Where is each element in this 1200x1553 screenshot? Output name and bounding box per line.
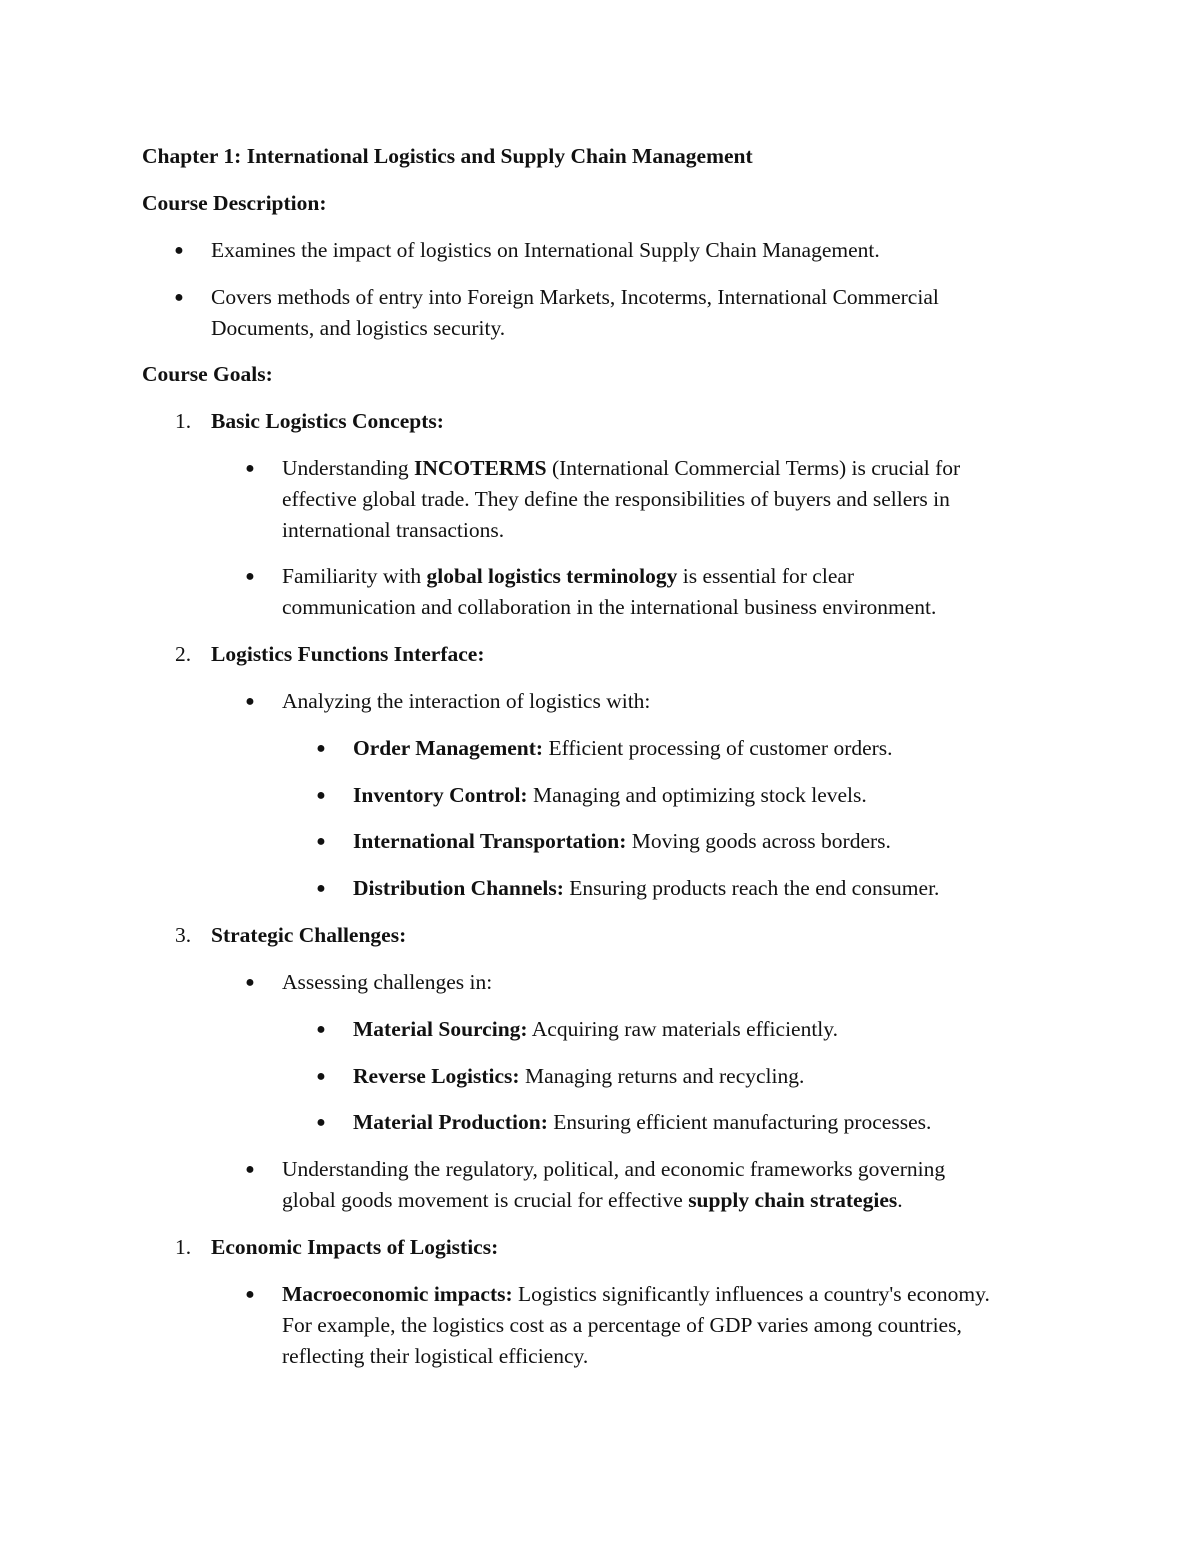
goal-1-bullet-2-line-2: communication and collaboration in the international business environment.	[282, 595, 937, 619]
description-bullet-2-line-1: Covers methods of entry into Foreign Markets, Incoterms, International Commercial	[211, 285, 939, 309]
bullet-icon: ●	[245, 460, 255, 477]
goal-2-item-2: Inventory Control: Managing and optimizing stock levels.	[353, 783, 867, 807]
goal-2-intro: Analyzing the interaction of logistics with:	[282, 689, 651, 713]
goal-3-bullet-2-line-2: global goods movement is crucial for effective supply chain strategies.	[282, 1188, 903, 1212]
bullet-icon: ●	[245, 1286, 255, 1303]
description-bullet-2-line-2: Documents, and logistics security.	[211, 316, 506, 340]
bullet-icon: ●	[316, 1021, 326, 1038]
goal-1-title: Basic Logistics Concepts:	[211, 409, 444, 433]
goal-2-title: Logistics Functions Interface:	[211, 642, 485, 666]
goal-1-bullet-2-line-1: Familiarity with global logistics terminology is essential for clear	[282, 564, 855, 588]
bullet-icon: ●	[316, 833, 326, 850]
bullet-icon: ●	[245, 693, 255, 710]
goal-2-item-1: Order Management: Efficient processing of customer orders.	[353, 736, 893, 760]
bullet-icon: ●	[316, 740, 326, 757]
goal-3-item-2: Reverse Logistics: Managing returns and recycling.	[353, 1064, 805, 1088]
bullet-icon: ●	[316, 787, 326, 804]
goal-4-title: Economic Impacts of Logistics:	[211, 1235, 499, 1259]
bullet-icon: ●	[316, 880, 326, 897]
goal-3-intro: Assessing challenges in:	[282, 970, 493, 994]
bullet-icon: ●	[316, 1114, 326, 1131]
goal-2-item-4: Distribution Channels: Ensuring products reach the end consumer.	[353, 876, 940, 900]
goal-3-item-3: Material Production: Ensuring efficient manufacturing processes.	[353, 1110, 932, 1134]
list-number: 1.	[175, 409, 192, 433]
goal-3-title: Strategic Challenges:	[211, 923, 407, 947]
list-number: 3.	[175, 923, 192, 947]
bullet-icon: ●	[245, 568, 255, 585]
course-description-heading: Course Description:	[142, 191, 327, 215]
goal-4-bullet-1-line-3: reflecting their logistical efficiency.	[282, 1344, 589, 1368]
list-number: 1.	[175, 1235, 192, 1259]
goal-3-bullet-2-line-1: Understanding the regulatory, political, and economic frameworks governing	[282, 1157, 946, 1181]
page-title: Chapter 1: International Logistics and Supply Chain Management	[142, 144, 753, 168]
goal-1-bullet-1-line-3: international transactions.	[282, 518, 505, 542]
course-goals-heading: Course Goals:	[142, 362, 273, 386]
bullet-icon: ●	[245, 1161, 255, 1178]
goal-4-bullet-1-line-2: For example, the logistics cost as a percentage of GDP varies among countries,	[282, 1313, 962, 1337]
goal-4-bullet-1-line-1: Macroeconomic impacts: Logistics significantly influences a country's economy.	[282, 1282, 990, 1306]
bullet-icon: ●	[316, 1068, 326, 1085]
bullet-icon: ●	[174, 289, 184, 306]
bullet-icon: ●	[245, 974, 255, 991]
goal-1-bullet-1-line-2: effective global trade. They define the responsibilities of buyers and sellers in	[282, 487, 950, 511]
list-number: 2.	[175, 642, 192, 666]
goal-2-item-3: International Transportation: Moving goods across borders.	[353, 829, 891, 853]
goal-3-item-1: Material Sourcing: Acquiring raw materials efficiently.	[353, 1017, 839, 1041]
goal-1-bullet-1-line-1: Understanding INCOTERMS (International Commercial Terms) is crucial for	[282, 456, 961, 480]
description-bullet-1: Examines the impact of logistics on International Supply Chain Management.	[211, 238, 880, 262]
bullet-icon: ●	[174, 242, 184, 259]
